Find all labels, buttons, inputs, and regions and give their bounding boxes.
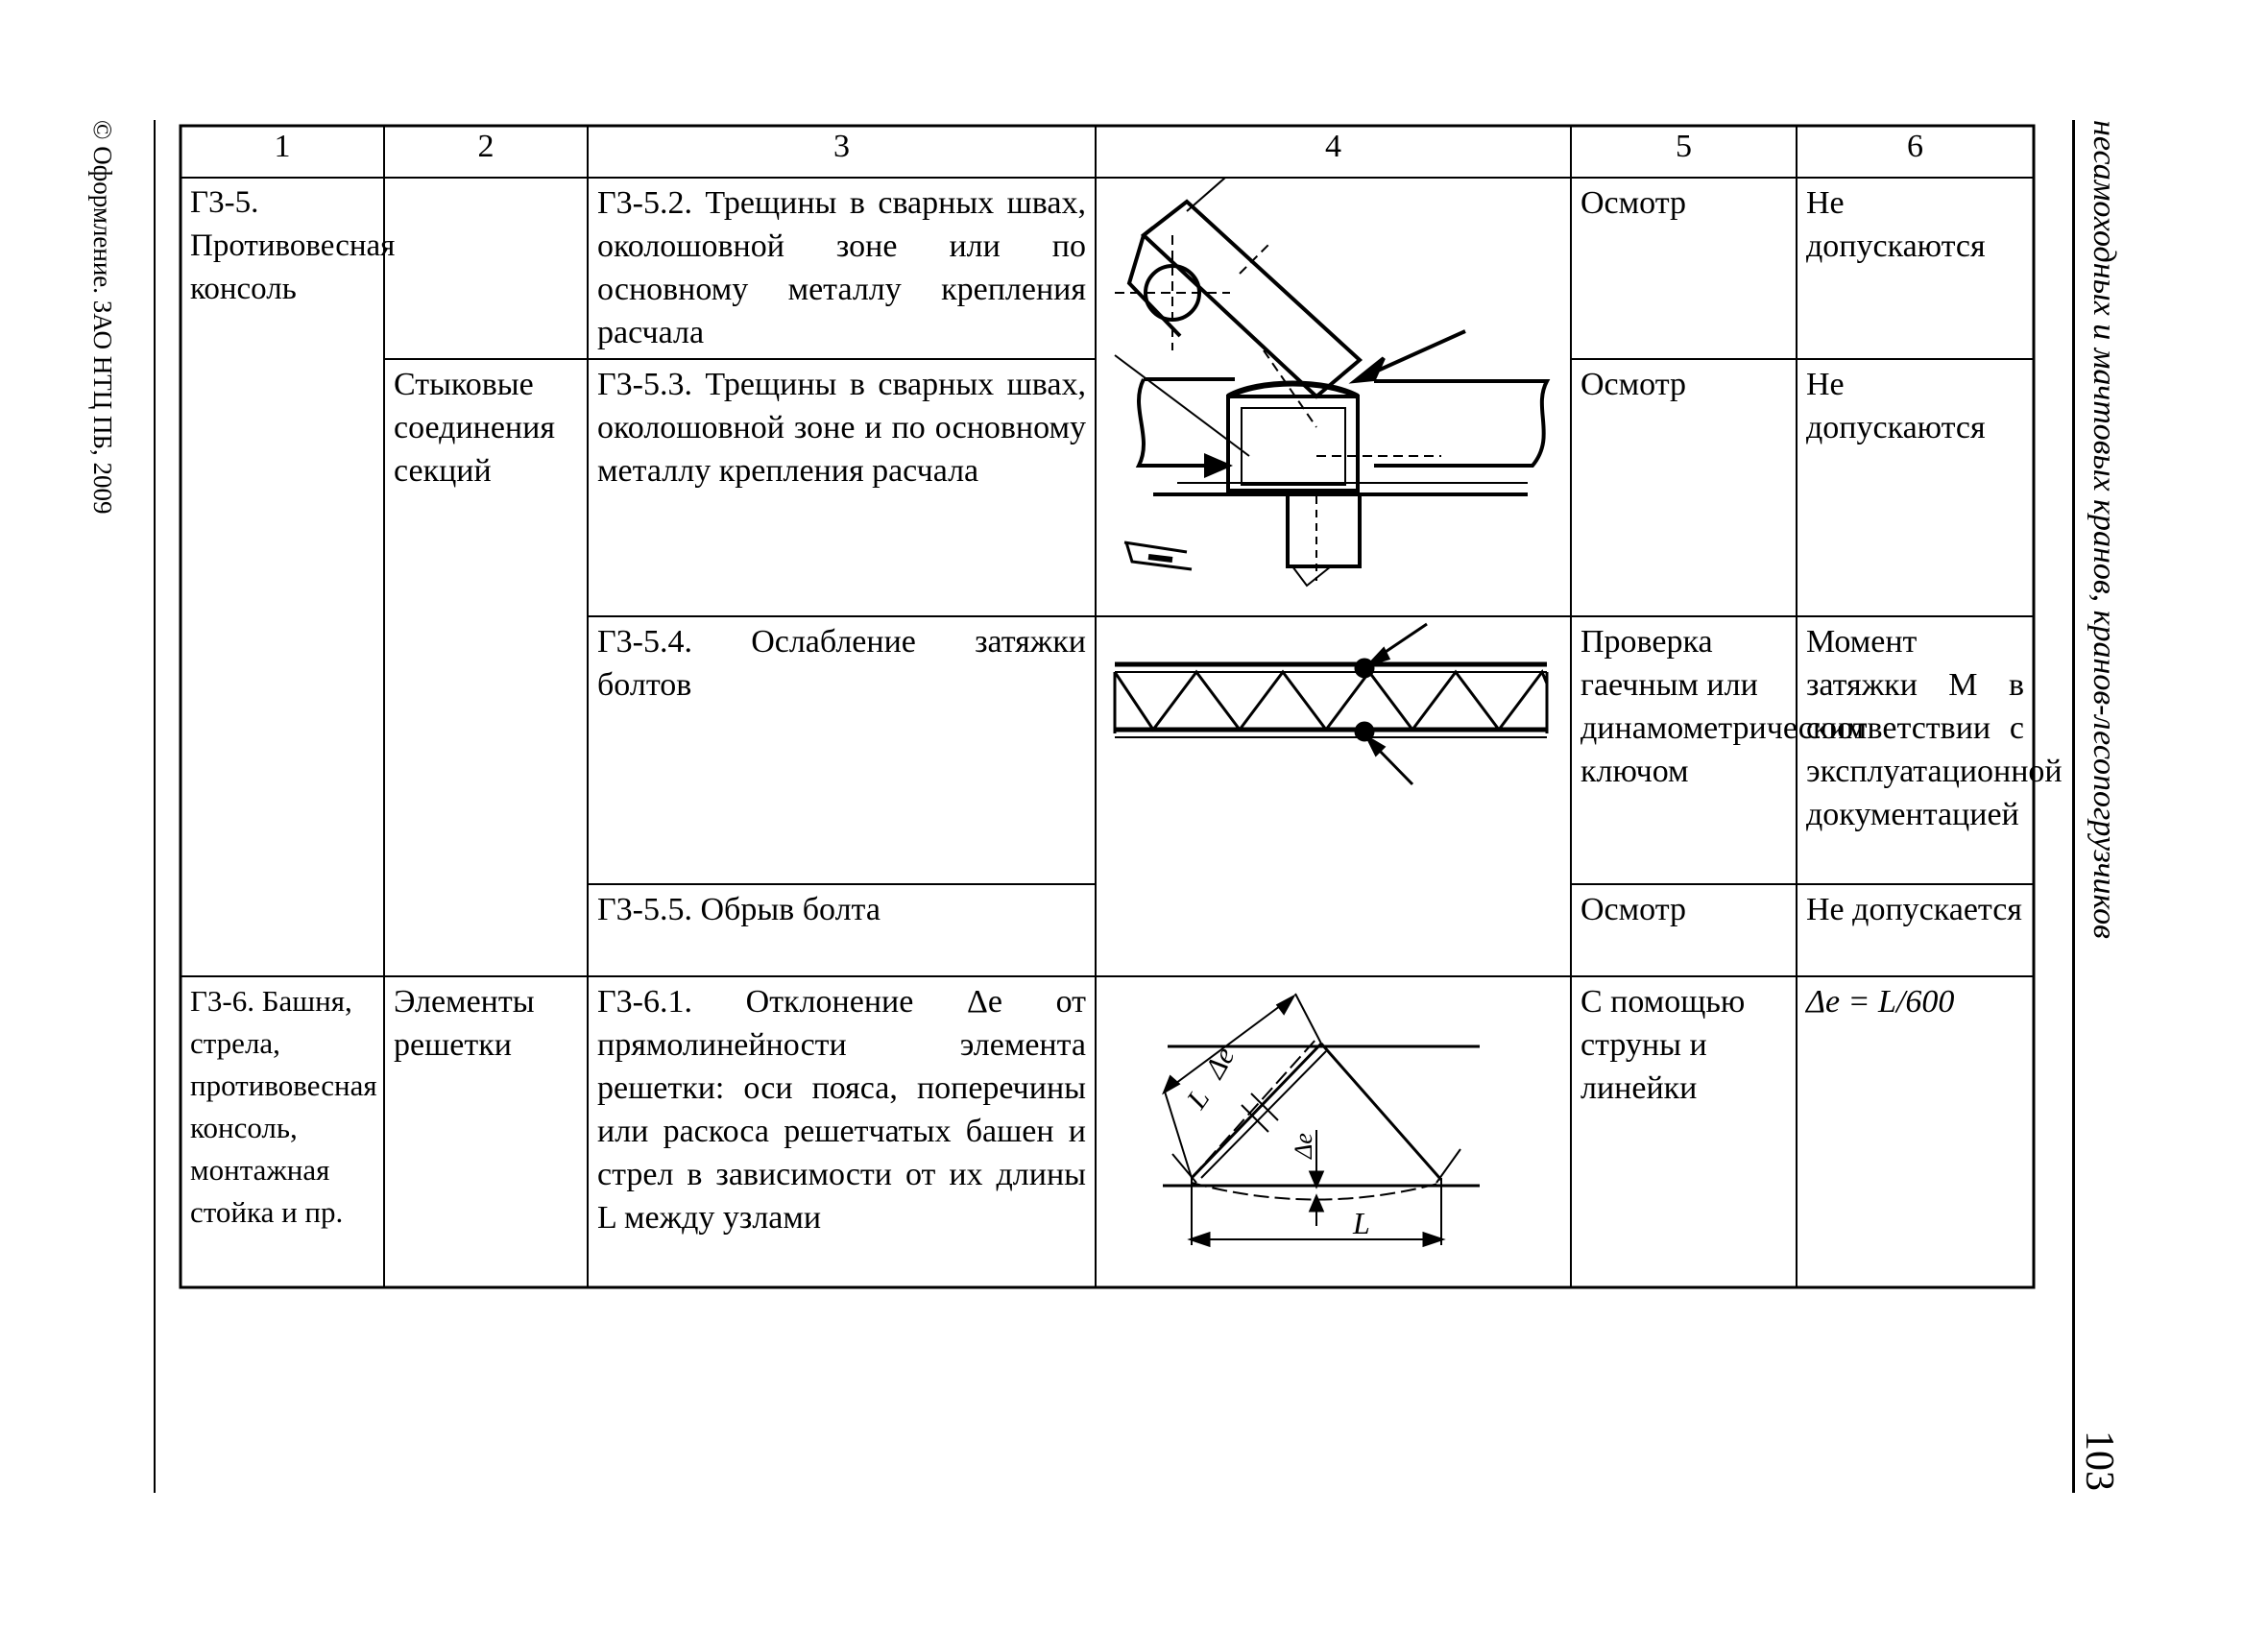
header-col-5: 5 [1676, 129, 1692, 164]
header-col-2: 2 [477, 129, 495, 164]
node-butt-joints: Стыковые соединения секций [394, 367, 555, 489]
label-length-diagonal: L [1180, 1083, 1217, 1116]
defect-g3-5-2: Г3-5.2. Трещины в сварных швах, околошовной зоне или по основному металлу крепления расчала [597, 185, 1086, 350]
method-g3-5-4: Проверка гаечным или динамометрическим ключом [1580, 624, 1868, 789]
label-delta-e-diagonal: Δe [1198, 1042, 1242, 1084]
lattice-deflection-figure [1096, 976, 1571, 1287]
criterion-g3-5-2: Не допускаются [1806, 185, 1986, 264]
method-g3-6-1: С помощью струны и линейки [1580, 984, 1746, 1106]
defect-g3-5-3: Г3-5.3. Трещины в сварных швах, околошовной зоне и по основному металлу крепления расчала [597, 367, 1086, 489]
label-length-bottom: L [1353, 1206, 1370, 1240]
defect-g3-5-5: Г3-5.5. Обрыв болта [597, 892, 881, 927]
left-margin-rule [154, 120, 156, 1493]
element-g3-5: Г3-5. Противовесная консоль [190, 185, 396, 306]
header-col-4: 4 [1325, 129, 1341, 164]
criterion-g3-5-4: Момент затяжки М в соответствии с эксплуатационной документацией [1806, 624, 2063, 832]
method-g3-5-5: Осмотр [1580, 892, 1686, 927]
header-col-1: 1 [274, 129, 291, 164]
method-g3-5-2: Осмотр [1580, 185, 1686, 221]
criterion-g3-5-5: Не допускается [1806, 892, 2022, 927]
criterion-g3-5-3: Не допускаются [1806, 367, 1986, 445]
method-g3-5-3: Осмотр [1580, 367, 1686, 402]
defect-g3-6-1: Г3-6.1. Отклонение Δe от прямолинейности элемента решетки: оси пояса, поперечины или раскоса решетчатых башен и стрел в зависимости от их длины L между узлами [597, 984, 1086, 1236]
header-col-3: 3 [833, 129, 850, 164]
node-lattice-elements: Элементы решетки [394, 984, 535, 1063]
running-title: несамоходных и мачтовых кранов, кранов-лесопогрузчиков [2087, 120, 2122, 939]
inspection-table [181, 126, 2063, 1287]
node-empty [384, 178, 588, 181]
criterion-g3-6-1: Δe = L/600 [1806, 984, 1955, 1020]
copyright-note: © Оформление. ЗАО НТЦ ПБ, 2009 [88, 120, 117, 515]
header-col-6: 6 [1907, 129, 1923, 164]
truss-bolt-figure [1096, 616, 1571, 884]
weld-joint-figure [1096, 178, 1571, 616]
label-delta-e-vertical: Δe [1290, 1133, 1317, 1159]
element-g3-6: Г3-6. Башня, стрела, противовесная консоль, монтажная стойка и пр. [190, 984, 377, 1229]
right-margin-rule [2072, 120, 2075, 1493]
page-number: 103 [2077, 1430, 2121, 1491]
defect-g3-5-4: Г3-5.4. Ослабление затяжки болтов [597, 624, 1086, 703]
